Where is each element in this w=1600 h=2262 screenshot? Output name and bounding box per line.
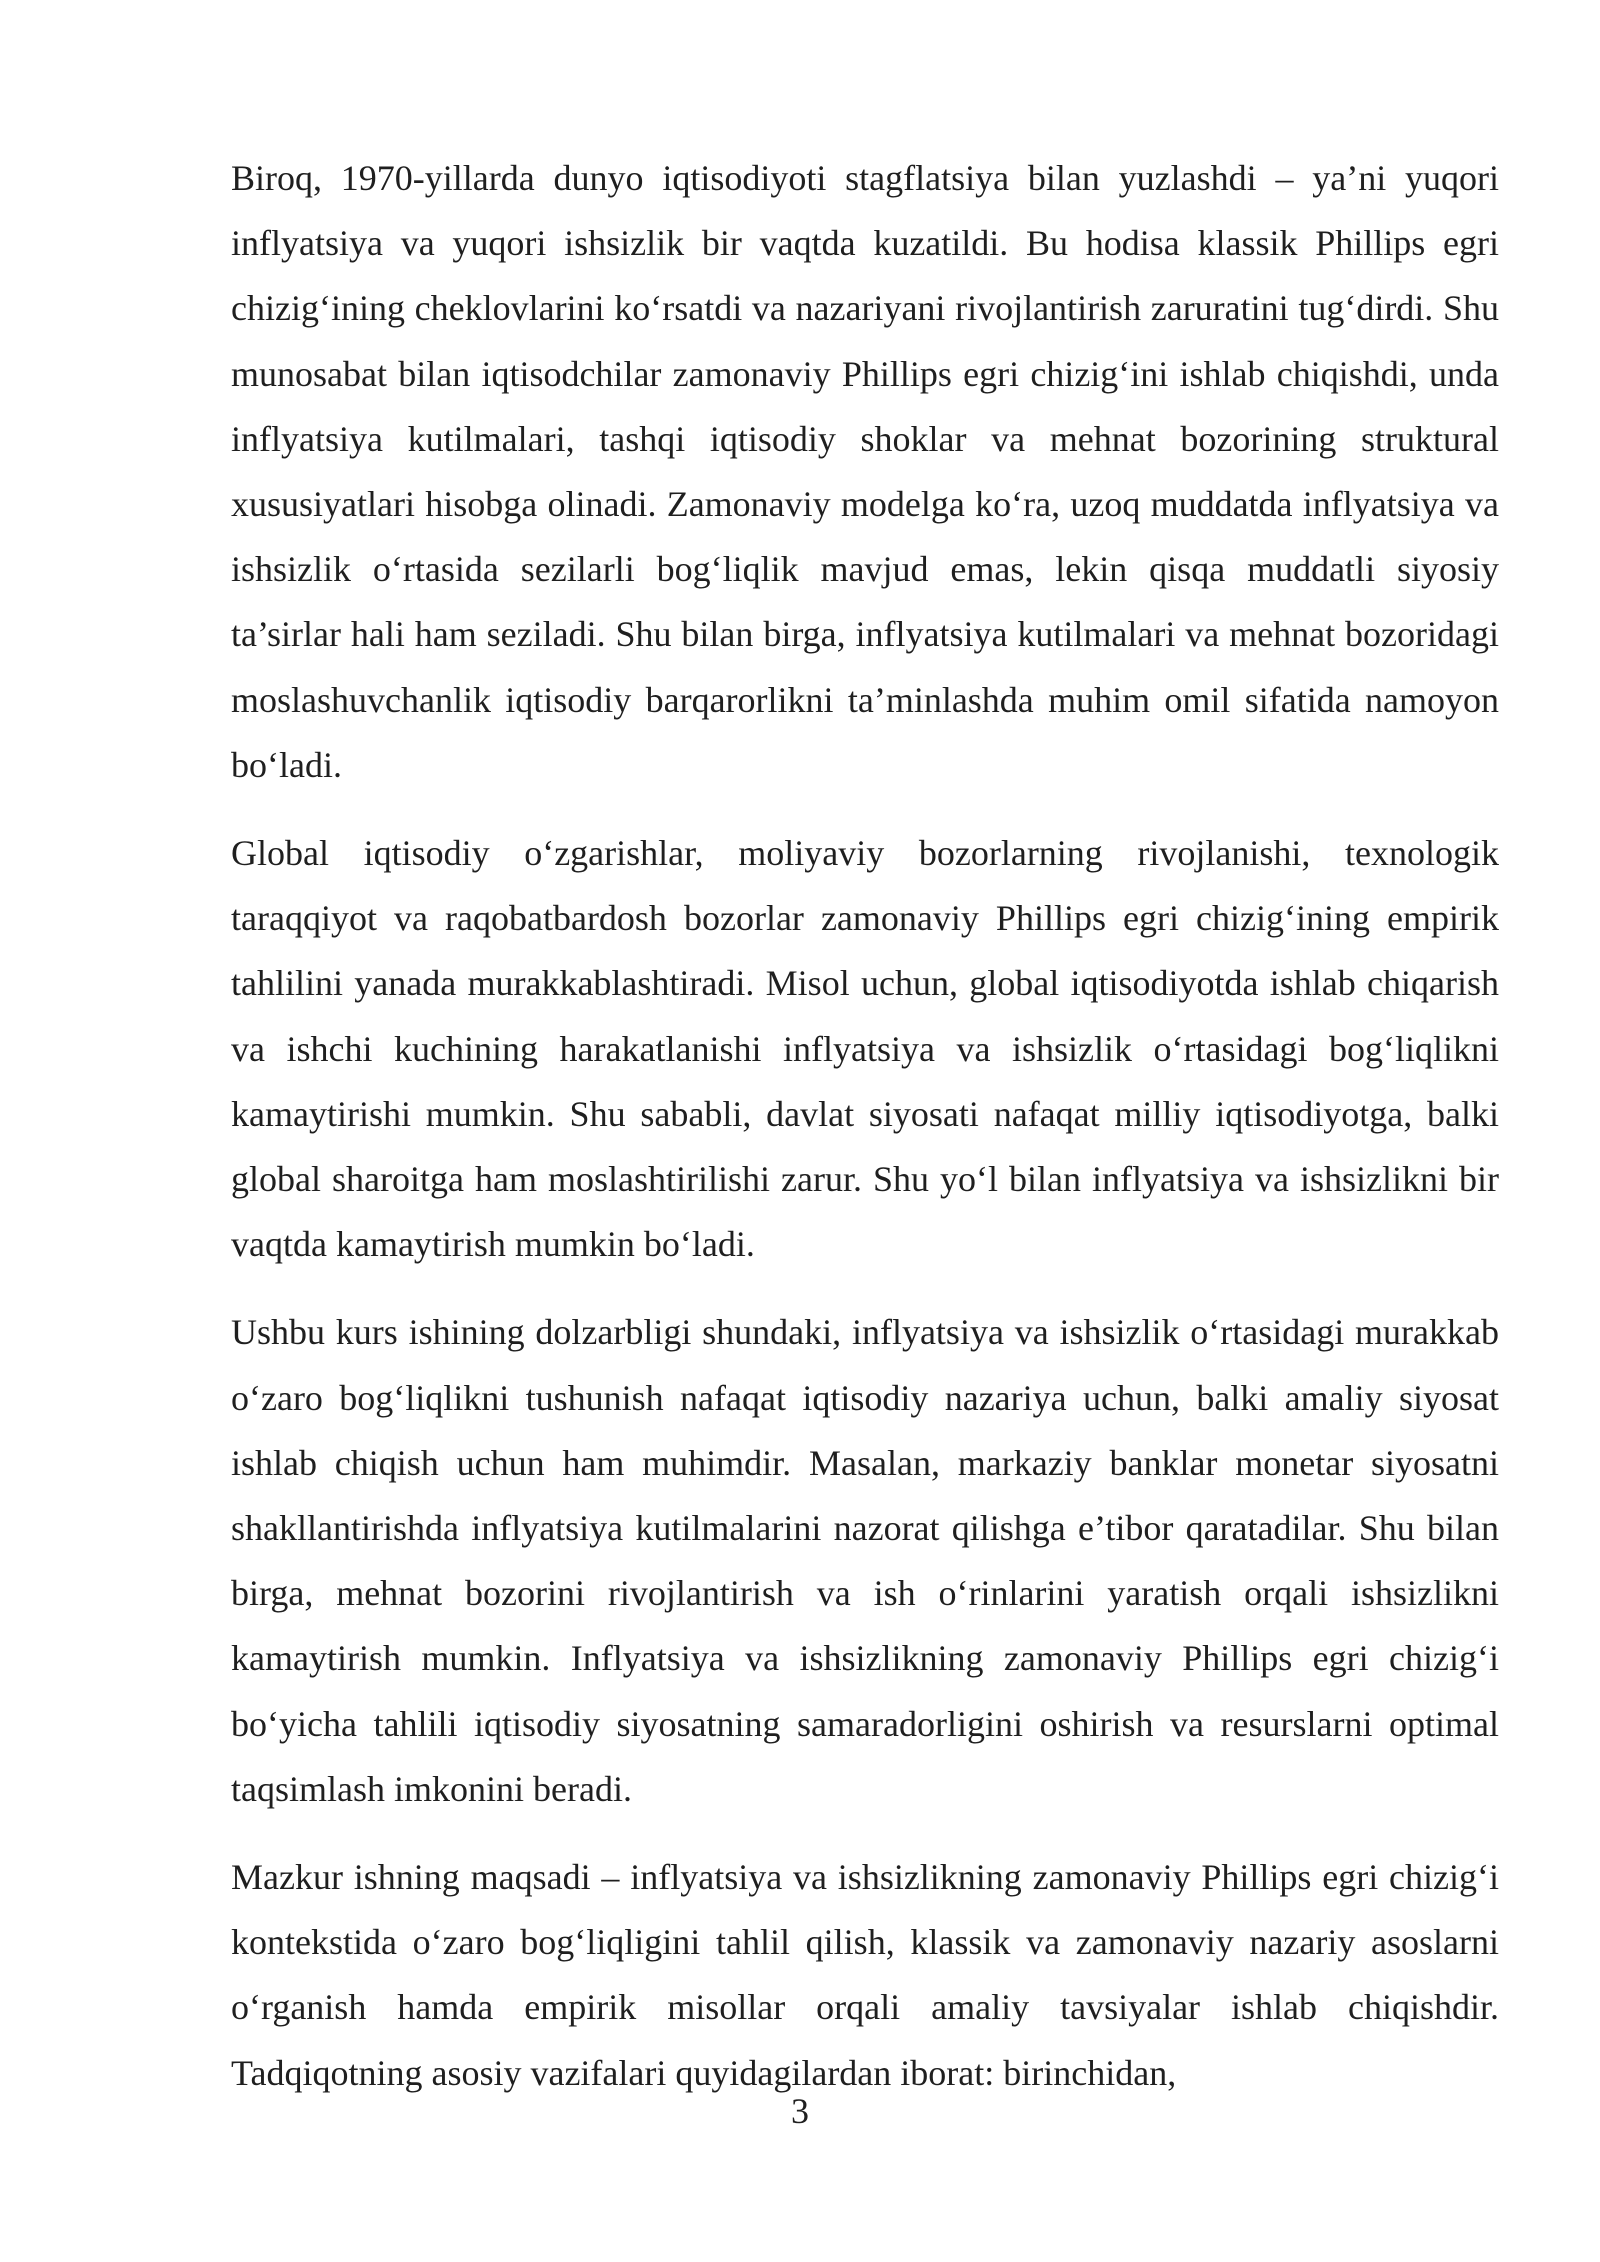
paragraph-3: Ushbu kurs ishining dolzarbligi shundaki, inflyatsiya va ishsizlik o‘rtasidagi murakkab o‘zaro bog‘liqlikni tushunish nafaqat iqtisodiy nazariya uchun, balki amaliy siyosat ishlab chiqish uchun ham muhimdir. Masalan, markaziy banklar monetar siyosatni shakllantirishda inflyatsiya kutilmalarini nazorat qilishga e’tibor qaratadilar. Shu bilan birga, mehnat bozorini rivojlantirish va ish o‘rinlarini yaratish orqali ishsizlikni kamaytirish mumkin. Inflyatsiya va ishsizlikning zamonaviy Phillips egri chizig‘i bo‘yicha tahlili iqtisodiy siyosatning samaradorligini oshirish va resurslarni optimal taqsimlash imkonini beradi. — [231, 1312, 1499, 1809]
paragraph-2: Global iqtisodiy o‘zgarishlar, moliyaviy bozorlarning rivojlanishi, texnologik taraqqiyot va raqobatbardosh bozorlar zamonaviy Phillips egri chizig‘ining empirik tahlilini yanada murakkablashtiradi. Misol uchun, global iqtisodiyotda ishlab chiqarish va ishchi kuchining harakatlanishi inflyatsiya va ishsizlik o‘rtasidagi bog‘liqlikni kamaytirishi mumkin. Shu sababli, davlat siyosati nafaqat milliy iqtisodiyotga, balki global sharoitga ham moslashtirilishi zarur. Shu yo‘l bilan inflyatsiya va ishsizlikni bir vaqtda kamaytirish mumkin bo‘ladi. — [231, 833, 1499, 1265]
page-number: 3 — [791, 2091, 809, 2131]
paragraph-1: Biroq, 1970-yillarda dunyo iqtisodiyoti stagflatsiya bilan yuzlashdi – ya’ni yuqori inflyatsiya va yuqori ishsizlik bir vaqtda kuzatildi. Bu hodisa klassik Phillips egri chizig‘ining cheklovlarini ko‘rsatdi va nazariyani rivojlantirish zaruratini tug‘dirdi. Shu munosabat bilan iqtisodchilar zamonaviy Phillips egri chizig‘ini ishlab chiqishdi, unda inflyatsiya kutilmalari, tashqi iqtisodiy shoklar va mehnat bozorining struktural xususiyatlari hisobga olinadi. Zamonaviy modelga ko‘ra, uzoq muddatda inflyatsiya va ishsizlik o‘rtasida sezilarli bog‘liqlik mavjud emas, lekin qisqa muddatli siyosiy ta’sirlar hali ham seziladi. Shu bilan birga, inflyatsiya kutilmalari va mehnat bozoridagi moslashuvchanlik iqtisodiy barqarorlikni ta’minlashda muhim omil sifatida namoyon bo‘ladi. — [231, 158, 1499, 785]
paragraph-4: Mazkur ishning maqsadi – inflyatsiya va ishsizlikning zamonaviy Phillips egri chizig‘i kontekstida o‘zaro bog‘liqligini tahlil qilish, klassik va zamonaviy nazariy asoslarni o‘rganish hamda empirik misollar orqali amaliy tavsiyalar ishlab chiqishdir. Tadqiqotning asosiy vazifalari quyidagilardan iborat: birinchidan, — [231, 1857, 1499, 2093]
body-text — [231, 146, 1499, 2106]
